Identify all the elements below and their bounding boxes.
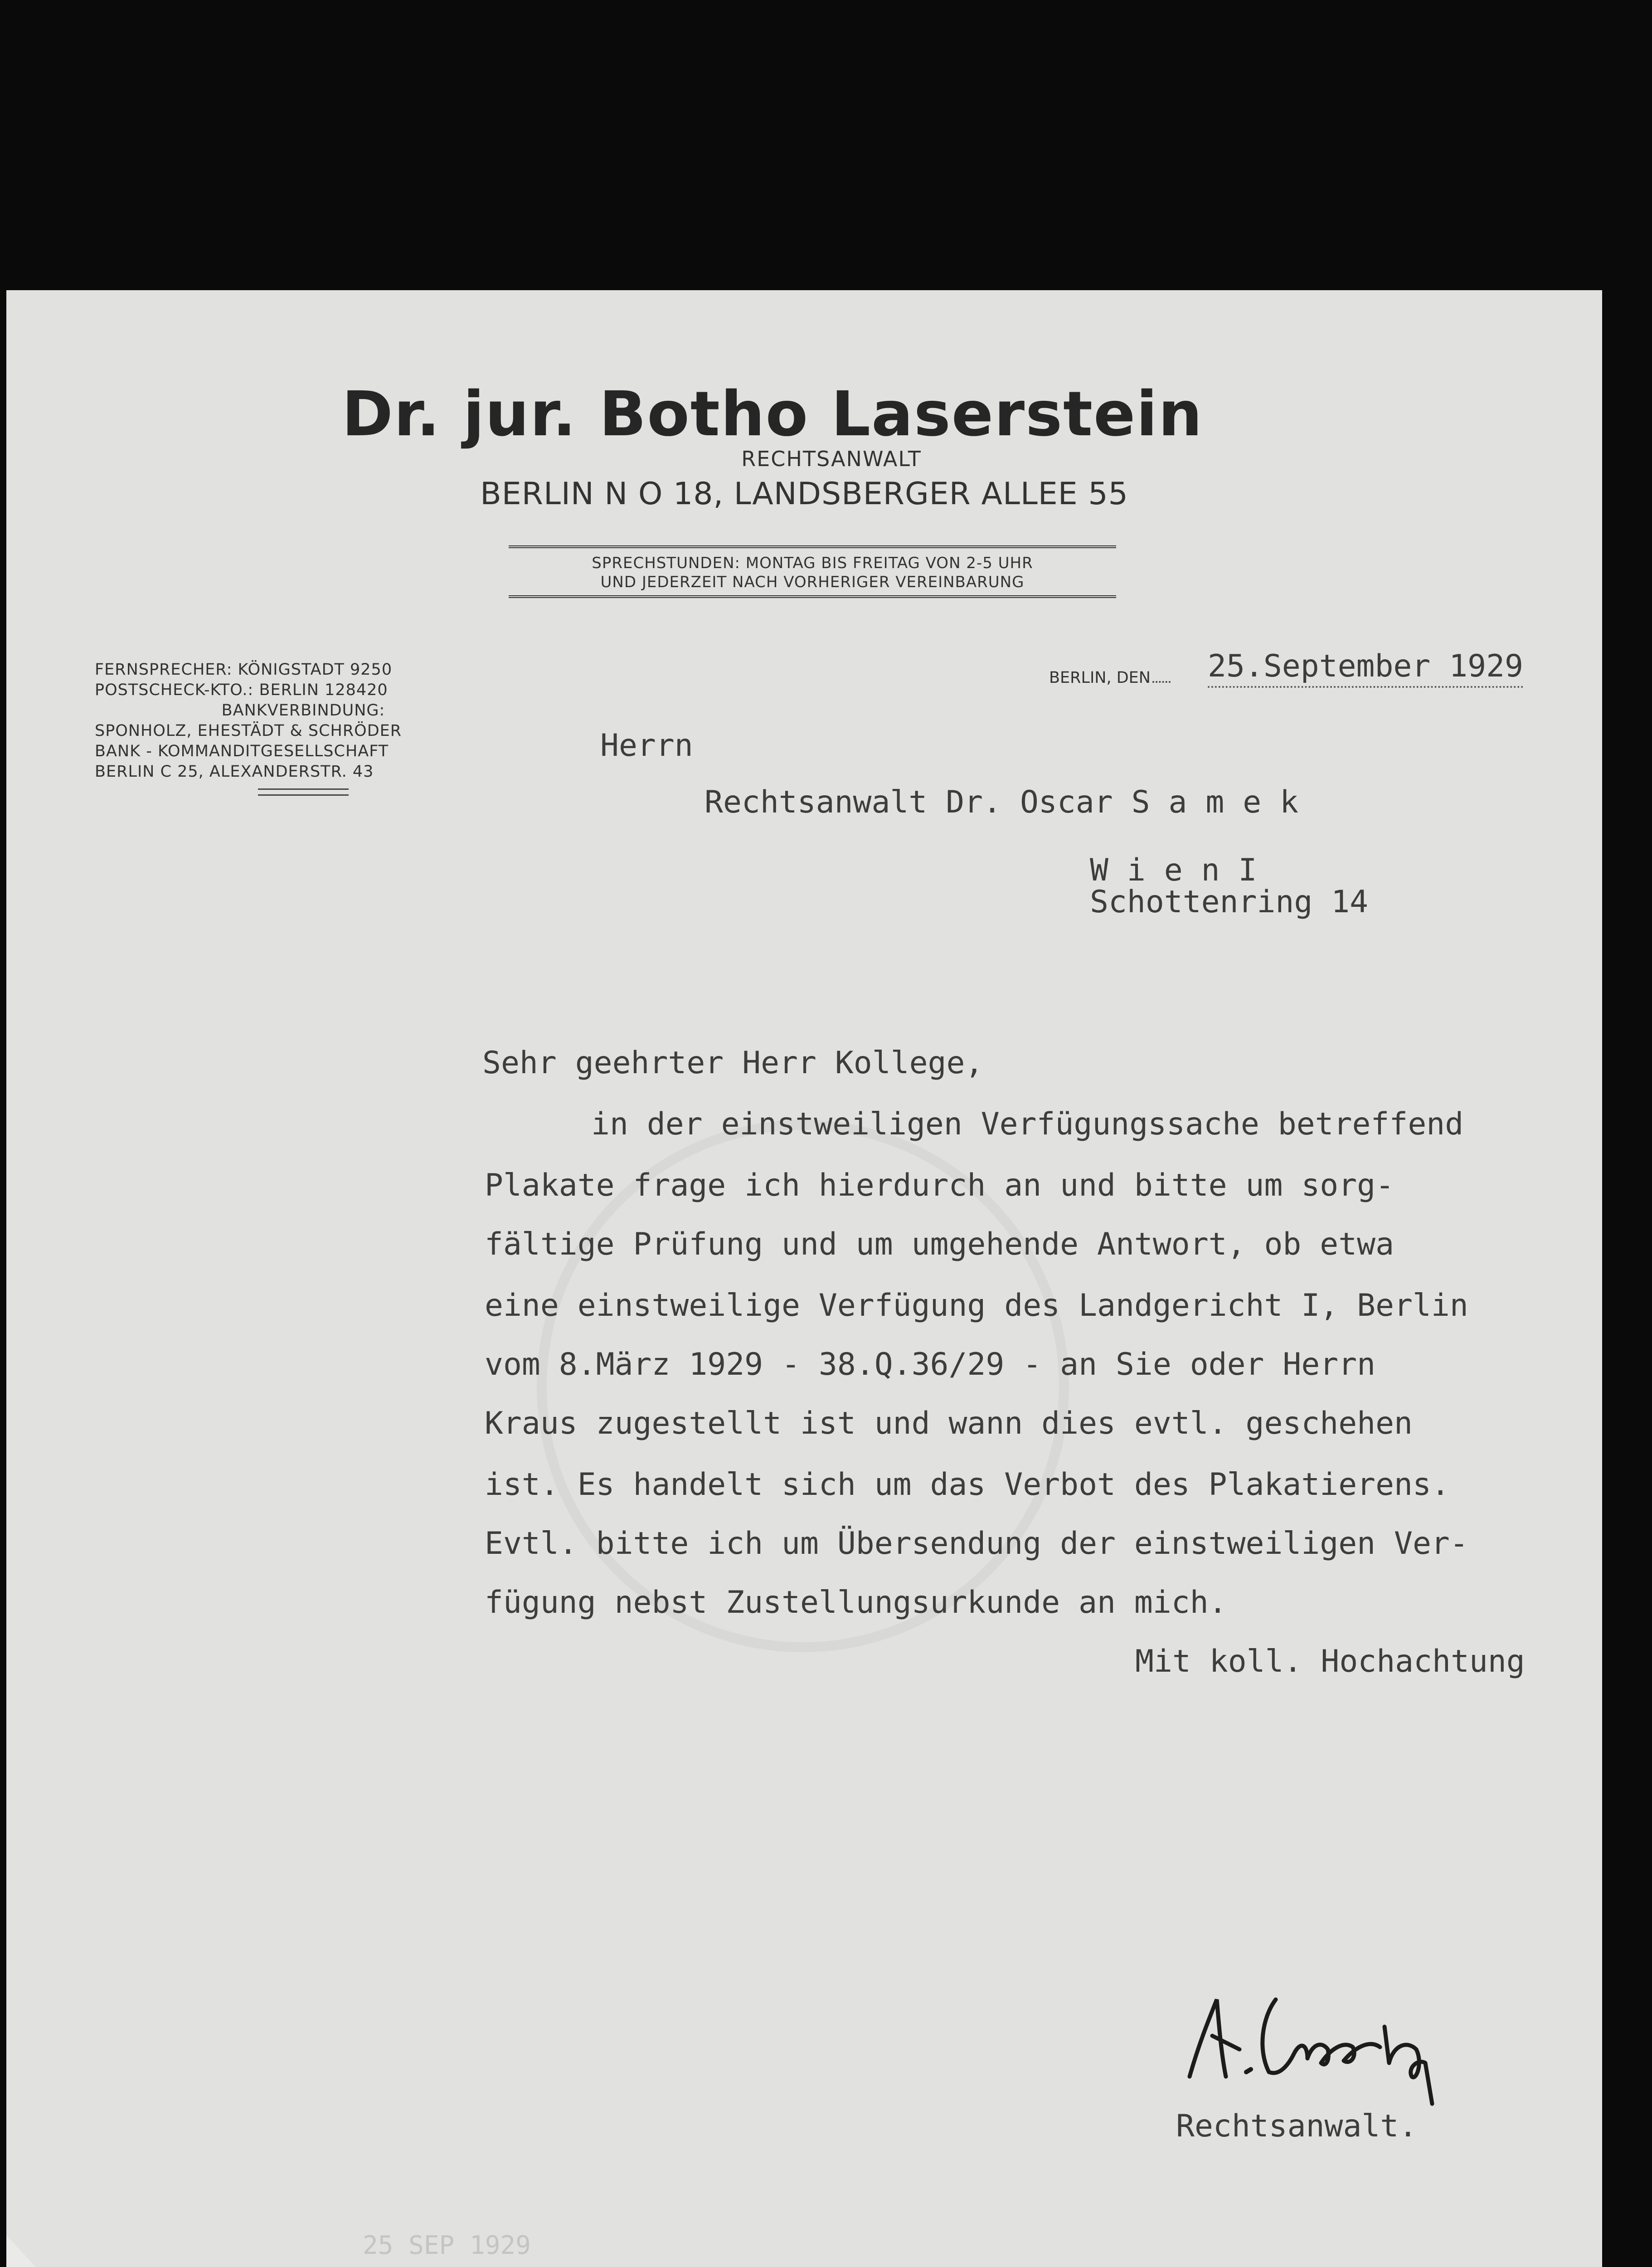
recipient-city: W i e n I [1090, 852, 1257, 888]
date-stamp: 25 SEP 1929 [363, 2231, 531, 2260]
body-line-7: ist. Es handelt sich um das Verbot des Plakatierens. [485, 1467, 1450, 1503]
letter-page [6, 290, 1602, 2267]
body-line-8: Evtl. bitte ich um Übersendung der einstweiligen Ver- [485, 1526, 1468, 1562]
contact-block [95, 660, 512, 796]
office-hours-line-2: UND JEDERZEIT NACH VORHERIGER VEREINBARUNG [600, 573, 1025, 591]
recipient-name: Rechtsanwalt Dr. Oscar S a m e k [705, 784, 1299, 820]
office-hours-box [509, 545, 1116, 598]
body-line-2: Plakate frage ich hierdurch an und bitte um sorg- [485, 1168, 1394, 1203]
bank-line-2: BANK - KOMMANDITGESELLSCHAFT [95, 742, 389, 760]
postscheck-line: POSTSCHECK-KTO.: BERLIN 128420 [95, 681, 388, 699]
dateline-text: BERLIN, DEN [1049, 669, 1151, 687]
body-line-6: Kraus zugestellt ist und wann dies evtl. geschehen [485, 1406, 1413, 1441]
recipient-salutation: Herrn [600, 728, 693, 764]
letterhead-name: Dr. jur. Botho Laserstein [342, 379, 1203, 450]
letter-greeting: Sehr geehrter Herr Kollege, [482, 1045, 984, 1081]
dateline-dots [1152, 681, 1171, 683]
body-line-5: vom 8.März 1929 - 38.Q.36/29 - an Sie oder Herrn [485, 1347, 1376, 1382]
body-line-4: eine einstweilige Verfügung des Landgericht I, Berlin [485, 1288, 1468, 1323]
letterhead-role: RECHTSANWALT [741, 447, 922, 471]
letterhead-address: BERLIN N O 18, LANDSBERGER ALLEE 55 [480, 476, 1128, 512]
dateline-label [1049, 669, 1172, 687]
bank-line-1: SPONHOLZ, EHESTÄDT & SCHRÖDER [95, 722, 402, 740]
paper-corner [6, 2235, 65, 2267]
bank-heading: BANKVERBINDUNG: [221, 701, 385, 720]
letter-date: 25.September 1929 [1208, 648, 1523, 688]
phone-line: FERNSPRECHER: KÖNIGSTADT 9250 [95, 661, 393, 679]
closing-line: Mit koll. Hochachtung [1135, 1644, 1525, 1679]
handwritten-signature [1171, 1972, 1489, 2108]
recipient-street: Schottenring 14 [1090, 884, 1369, 920]
signatory-title: Rechtsanwalt. [1176, 2108, 1418, 2144]
body-line-9: fügung nebst Zustellungsurkunde an mich. [485, 1585, 1227, 1620]
office-hours-line-1: SPRECHSTUNDEN: MONTAG BIS FREITAG VON 2-5 UHR [592, 554, 1033, 572]
divider-rule [258, 788, 349, 796]
body-line-1: in der einstweiligen Verfügungssache betreffend [591, 1106, 1464, 1142]
bank-line-3: BERLIN C 25, ALEXANDERSTR. 43 [95, 763, 374, 781]
body-line-3: fältige Prüfung und um umgehende Antwort, ob etwa [485, 1226, 1394, 1262]
